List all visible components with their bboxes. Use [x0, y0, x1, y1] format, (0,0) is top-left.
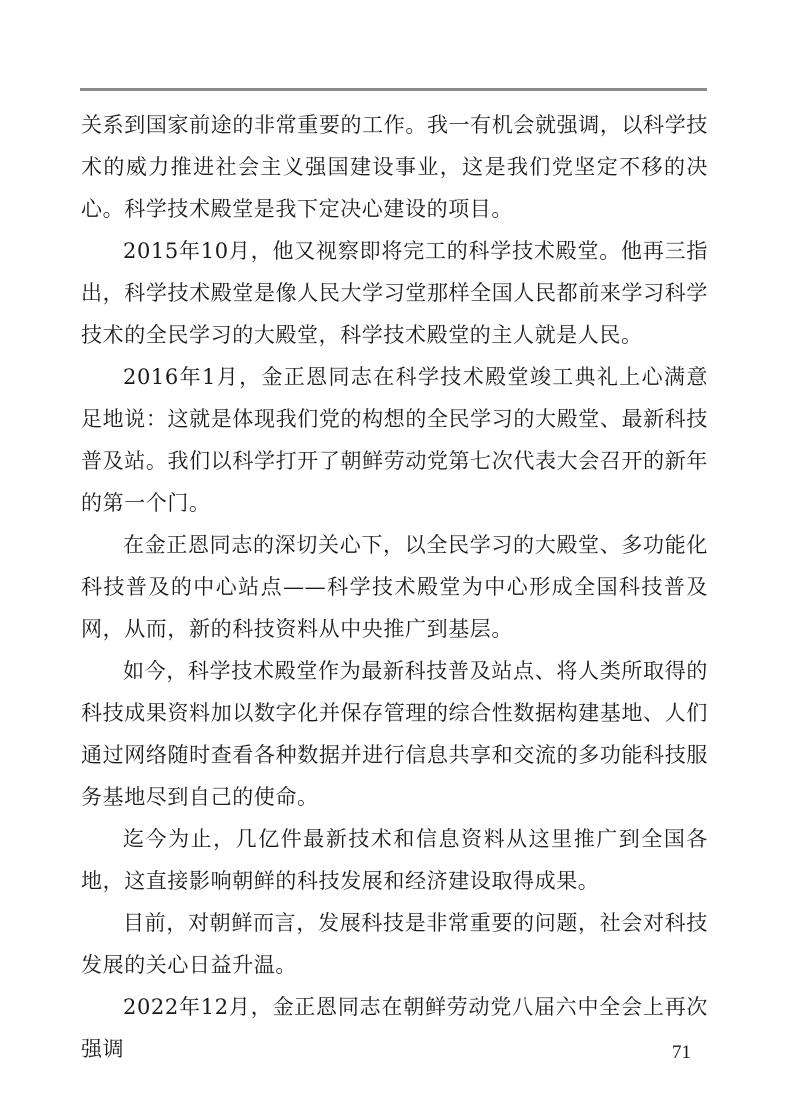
paragraph: 2016年1月，金正恩同志在科学技术殿堂竣工典礼上心满意足地说：这就是体现我们党的构想的全民学习的大殿堂、最新科技普及站。我们以科学打开了朝鲜劳动党第七次代表大会召开的新年的第一个门。	[81, 365, 708, 515]
paragraph: 迄今为止，几亿件最新技术和信息资料从这里推广到全国各地，这直接影响朝鲜的科技发展和经济建设取得成果。	[81, 827, 708, 893]
page-number: 71	[672, 1042, 691, 1063]
paragraph: 2015年10月，他又视察即将完工的科学技术殿堂。他再三指出，科学技术殿堂是像人民大学习堂那样全国人民都前来学习科学技术的全民学习的大殿堂，科学技术殿堂的主人就是人民。	[81, 239, 708, 347]
header-rule	[80, 88, 707, 91]
paragraph: 在金正恩同志的深切关心下，以全民学习的大殿堂、多功能化科技普及的中心站点——科学技术殿堂为中心形成全国科技普及网，从而，新的科技资料从中央推广到基层。	[81, 533, 708, 641]
paragraph-continuation: 关系到国家前途的非常重要的工作。我一有机会就强调，以科学技术的威力推进社会主义强国建设事业，这是我们党坚定不移的决心。科学技术殿堂是我下定决心建设的项目。	[81, 113, 708, 221]
body-text	[81, 104, 708, 1070]
paragraph: 2022年12月，金正恩同志在朝鲜劳动党八届六中全会上再次强调	[81, 995, 708, 1061]
paragraph: 目前，对朝鲜而言，发展科技是非常重要的问题，社会对科技发展的关心日益升温。	[81, 911, 708, 977]
paragraph: 如今，科学技术殿堂作为最新科技普及站点、将人类所取得的科技成果资料加以数字化并保存管理的综合性数据构建基地、人们通过网络随时查看各种数据并进行信息共享和交流的多功能科技服务基地尽到自己的使命。	[81, 659, 708, 809]
